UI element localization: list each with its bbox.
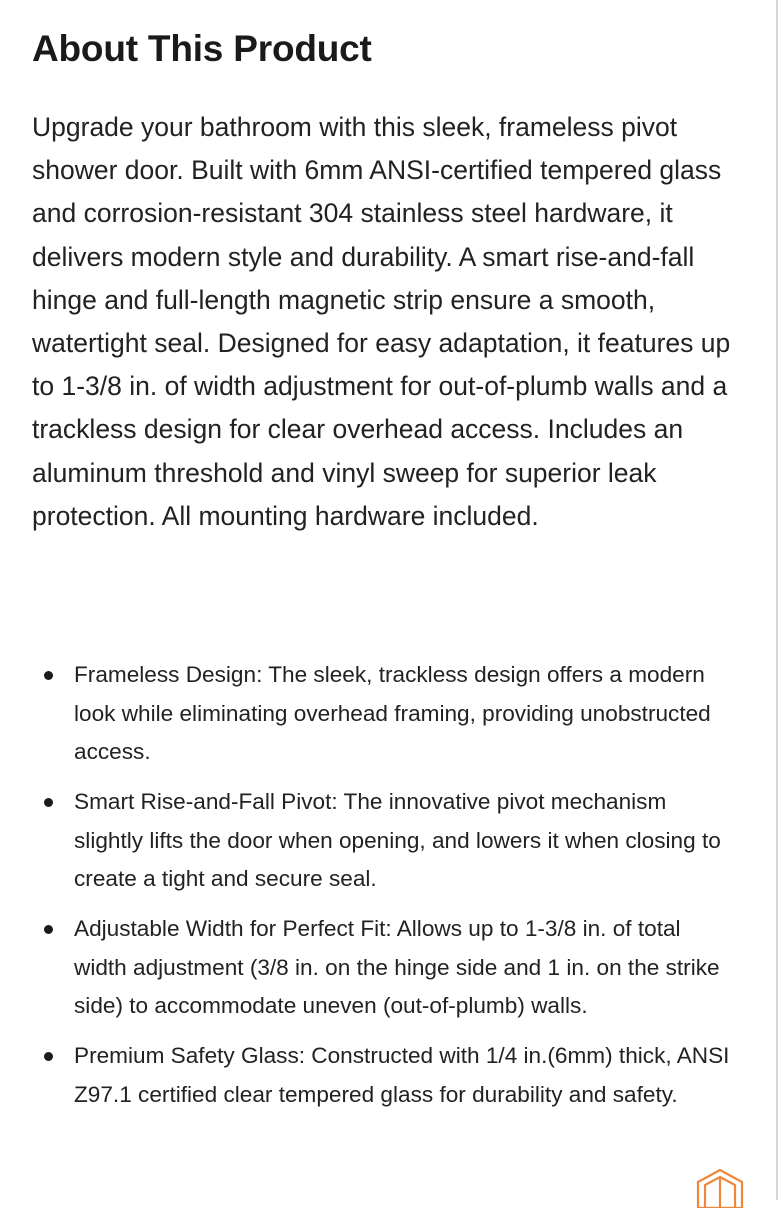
feature-item-frameless-design: [32, 656, 732, 772]
bullet-icon: [44, 1052, 53, 1061]
hexagon-outline: [698, 1170, 742, 1208]
feature-item-safety-glass: [32, 1037, 732, 1114]
feature-item-rise-and-fall-pivot: [32, 783, 732, 899]
product-description: Upgrade your bathroom with this sleek, frameless pivot shower door. Built with 6mm ANSI-certified tempered glass and corrosion-resistant 304 stainless steel hardware, it delivers modern style and durability. A smart rise-and-fall hinge and full-length magnetic strip ensure a smooth, watertight seal. Designed for easy adaptation, it features up to 1-3/8 in. of width adjustment for out-of-plumb walls and a trackless design for clear overhead access. Includes an aluminum threshold and vinyl sweep for superior leak protection. All mounting hardware included.: [32, 112, 731, 531]
feature-list: [32, 656, 732, 1126]
feature-text: Frameless Design: The sleek, trackless design offers a modern look while eliminating overhead framing, providing unobstructed access.: [74, 662, 711, 764]
section-title: About This Product: [32, 28, 372, 69]
bullet-icon: [44, 925, 53, 934]
feature-item-adjustable-width: [32, 910, 732, 1026]
feature-text: Adjustable Width for Perfect Fit: Allows up to 1-3/8 in. of total width adjustment (3/8 in. on the hinge side and 1 in. on the strike side) to accommodate uneven (out-of-plumb) walls.: [74, 916, 720, 1018]
bullet-icon: [44, 798, 53, 807]
feature-text: Premium Safety Glass: Constructed with 1/4 in.(6mm) thick, ANSI Z97.1 certified clear tempered glass for durability and safety.: [74, 1043, 730, 1107]
feature-text: Smart Rise-and-Fall Pivot: The innovative pivot mechanism slightly lifts the door when opening, and lowers it when closing to create a tight and secure seal.: [74, 789, 721, 891]
hexagon-logo-icon[interactable]: [690, 1168, 750, 1208]
bullet-icon: [44, 671, 53, 680]
